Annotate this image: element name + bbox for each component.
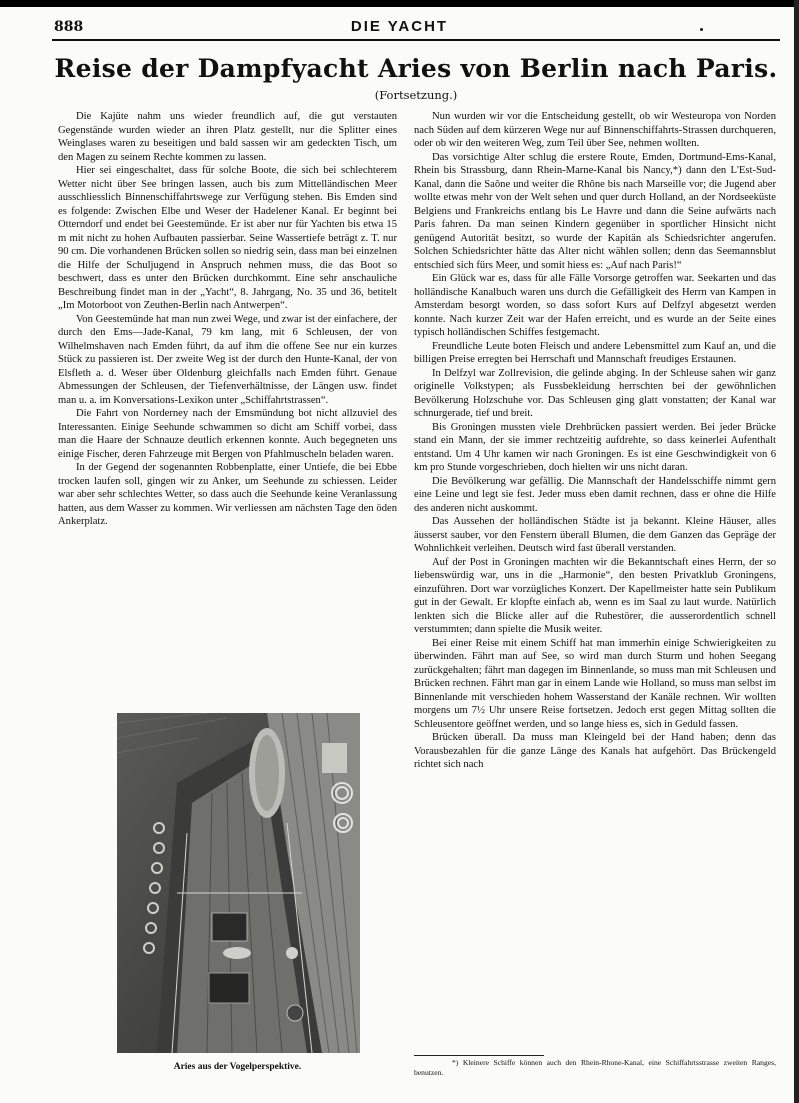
scan-right-border <box>794 0 799 1103</box>
paragraph: Freundliche Leute boten Fleisch und andere Lebensmittel zum Kauf an, und die billigen Preise erregten bei Herrschaft und Mannschaft freudiges Erstaunen. <box>414 340 776 365</box>
header-rule <box>52 39 780 41</box>
aries-aerial-photo <box>117 713 360 1053</box>
paragraph: Brücken überall. Da muss man Kleingeld bei der Hand haben; denn das Vorausbezahlen für die ganze Länge des Kanals hat aufgehört. Das Brückengeld richtet sich nach <box>414 732 776 770</box>
paragraph: In Delfzyl war Zollrevision, die gelinde abging. In der Schleuse sahen wir ganz originelle Volkstypen; als Fussbekleidung herrschten bei der gewöhnlichen Bevölkerung Holzschuhe vor. Das Schleusen ging glatt vonstatten; der Kanal war schnurgerade, tief und breit. <box>414 367 776 419</box>
paragraph: Bis Groningen mussten viele Drehbrücken passiert werden. Bei jeder Brücke stand ein Mann, der sie immer rechtzeitig aufdrehte, so dass keinerlei Aufenthalt entstand. Um 4 Uhr kamen wir nach Groningen. Es ist eine Geschwindigkeit von 6 km pro Stunde vorgeschrieben, doch hielten wir uns nicht daran. <box>414 421 776 473</box>
page-number: 888 <box>54 19 84 35</box>
print-speck <box>700 28 703 31</box>
footnote-rule <box>414 1055 544 1056</box>
paragraph: In der Gegend der sogenannten Robbenplatte, einer Untiefe, die bei Ebbe trocken laufen soll, gingen wir zu Anker, um Seehunde zu schiessen. Leider war aber sehr schlechtes Wetter, so dass auch die Seehunde keine Veranlassung hatten, aus dem Wasser zu kommen. Wir verliessen am nächsten Tage den öden Ankerplatz. <box>58 462 397 527</box>
paragraph: Ein Glück war es, dass für alle Fälle Vorsorge getroffen war. Seekarten und das holländische Kanalbuch waren uns durch die Gefälligkeit des Herrn van Kampen in Amsterdam besorgt worden, so dass sofort Kurs auf Delfzyl abgesetzt werden konnte. Nach kurzer Zeit war der Hafen erreicht, und es wurde an der Seite eines typisch holländischen Schiffes festgemacht. <box>414 273 776 338</box>
paragraph: Bei einer Reise mit einem Schiff hat man immerhin einige Schwierigkeiten zu überwinden. Fährt man auf See, so wird man durch Sturm und hohen Seegang zurückgehalten; fährt man dagegen im Binnenlande, so muss man mit Schleusen und Brücken rechnen. Fährt man gar in einem Lande wie Holland, so muss man selbst im Binnenlande mit verschieden hohem Wasserstand der Kanäle rechnen. Wir wollten morgens um 7½ Uhr unsere Reise fortsetzen. Jedoch erst gegen Mittag sollten die Schleusentore geöffnet werden, und so lange hiess es, sich in Geduld fassen. <box>414 637 776 730</box>
left-column <box>58 110 397 529</box>
footnote: *) Kleinere Schiffe können auch den Rhein-Rhone-Kanal, eine Schiffahrtsstrasse zweiten Ranges, benutzen. <box>414 1058 776 1077</box>
paragraph: Das Aussehen der holländischen Städte ist ja bekannt. Kleine Häuser, alles äusserst sauber, vor den Fenstern überall Blumen, die dem Ganzen das Gepräge der Wohnlichkeit verleihen. Deutsch wird fast überall verstanden. <box>414 516 776 554</box>
article-title: Reise der Dampfyacht Aries von Berlin nach Paris. <box>54 54 778 83</box>
paragraph: Auf der Post in Groningen machten wir die Bekanntschaft eines Herrn, der so liebenswürdig war, uns in die „Harmonie“, den besten Privatklub Groningens, einzuführen. Dort war vorzügliches Konzert. Der Kapellmeister hatte sein Publikum gut in der Gewalt. Er klopfte einfach ab, wenn es im Saal zu laut wurde. Natürlich lenkten sich die Blicke aller auf die Ruhestörer, die ausserordentlich schnell verstummten; dann spielte die Musik weiter. <box>414 556 776 635</box>
paragraph: Die Fahrt von Norderney nach der Emsmündung bot nicht allzuviel des Interessanten. Einige Seehunde schwammen so dicht am Schiff vorbei, dass man die Haare der Schnauze deutlich erkennen konnte. Auch begegneten uns einige Fischer, deren Fahrzeuge mit Bergen von Pfahlmuscheln beladen waren. <box>58 408 397 460</box>
paragraph: Die Bevölkerung war gefällig. Die Mannschaft der Handelsschiffe nimmt gern eine Leine und legt sie fest. Jeder muss eben damit rechnen, dass er ohne die Hilfe des anderen nicht auskommt. <box>414 475 776 514</box>
scan-top-border <box>0 0 799 7</box>
article-subtitle: (Fortsetzung.) <box>374 88 458 102</box>
paragraph: Die Kajüte nahm uns wieder freundlich auf, die gut verstauten Gegenstände wurden wieder an ihren Platz gestellt, nur die Splitter eines Weinglases waren zu beseitigen und bald sassen wir am gedeckten Tisch, um den Magen zu seinem Rechte kommen zu lassen. <box>58 111 397 163</box>
paragraph: Das vorsichtige Alter schlug die erstere Route, Emden, Dortmund-Ems-Kanal, Rhein bis Strassburg, dann Rhein-Marne-Kanal bis Nancy,*) dann den L'Est-Sud-Kanal, dann die Saône und weiter die Rhône bis nach Marseille vor; die Jugend aber wollte etwas mehr von der Welt sehen und quer durch Holland, an der Nordseeküste Belgiens und Frankreichs entlang bis Le Havre und dann die Seine aufwärts nach Paris fahren. Da man seinen Kindern gegenüber in sportlicher Hinsicht nicht genügend Autorität besitzt, so wurde der Kapitän als Schiedsrichter angerufen. Solchen Schiedsrichter hätte das Alter nicht wählen sollen; denn das Seemannsblut entschied sich fürs Meer, und somit hiess es: „Auf nach Paris!“ <box>414 151 776 271</box>
paragraph: Nun wurden wir vor die Entscheidung gestellt, ob wir Westeuropa von Norden nach Süden auf dem kürzeren Wege nur auf Binnenschiffahrts-Strassen durchqueren, oder ob wir den weiteren Weg, zum Teil über See, nehmen wollten. <box>414 111 776 149</box>
paragraph: Von Geestemünde hat man nun zwei Wege, und zwar ist der einfachere, der durch den Ems—Jade-Kanal, 79 km lang, mit 6 Schleusen, der von Wilhelmshaven nach Emden führt, da auf ihm die offene See nur ein kurzes Stück zu passieren ist. Der zweite Weg ist der durch den Hunte-Kanal, der von Elsfleth a. d. Weser über Oldenburg gleichfalls nach Emden führt. Genaue Abmessungen der Schleusen, der Tiefenverhältnisse, der Längen usw. findet man u. a. im Konversations-Lexikon unter „Schiffahrtstrassen“. <box>58 313 397 406</box>
paragraph: Hier sei eingeschaltet, dass für solche Boote, die sich bei schlechterem Wetter nicht über See bringen lassen, auch bis zum Mittelländischen Meer ausschliesslich Binnenschiffahrtswege zur Verfügung stehen. Bis Emden sind es folgende: Zwischen Elbe und Weser der Hadelener Kanal. Er beginnt bei Otterndorf und endet bei Geestemünde. Er ist aber nur für Yachten bis etwa 15 m mit nicht zu hohen Aufbauten passierbar. Seine Wassertiefe beträgt z. T. nur 90 cm. Die vorhandenen Brücken sollen so niedrig sein, dass man bei einzelnen die Hilfe der Schuljugend in Anspruch nehmen muss, die das Boot so beschwert, dass es unter den Brücken durchkommt. Eine sehr anschauliche Beschreibung findet man in der „Yacht“, 8. Jahrgang, No. 35 und 36, betitelt „Im Motorboot von Zeuthen-Berlin nach Antwerpen“. <box>58 165 397 311</box>
journal-title: DIE YACHT <box>350 18 449 35</box>
right-column <box>414 110 776 772</box>
figure-caption: Aries aus der Vogelperspektive. <box>173 1062 302 1072</box>
